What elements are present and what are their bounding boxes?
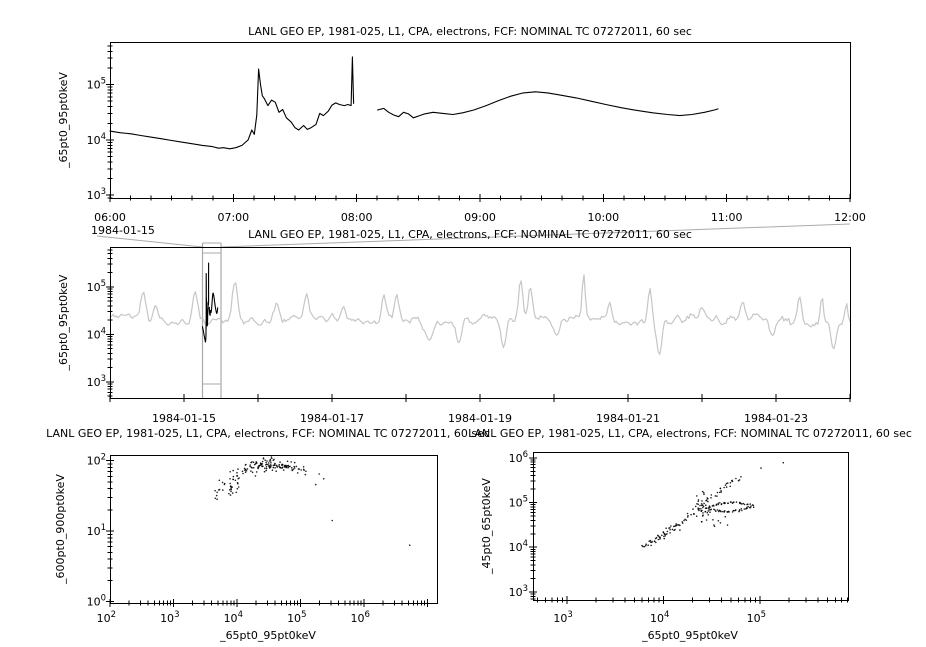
x-tick-label: 1984-01-15 — [152, 412, 216, 425]
x-tick-label: 12:00 — [834, 211, 866, 224]
x-tick-label: 1984-01-19 — [448, 412, 512, 425]
y-tick-label: $10^0$ — [86, 593, 106, 609]
x-tick-label: 06:00 — [94, 211, 126, 224]
x-tick-label: $10^3$ — [160, 610, 180, 625]
y-tick-label: $10^5$ — [86, 76, 106, 92]
x-tick-label: 1984-01-17 — [300, 412, 364, 425]
panel-title: LANL GEO EP, 1981-025, L1, CPA, electrons, FCF: NOMINAL TC 07272011, 60 sec — [46, 427, 490, 440]
x-tick-label: $10^3$ — [553, 610, 573, 625]
top-plot-area[interactable] — [110, 42, 850, 198]
context-date-label: 1984-01-15 — [91, 224, 155, 237]
panel-scatter-45-65 — [468, 427, 912, 642]
y-tick-label: $10^4$ — [86, 326, 106, 342]
x-tick-label: 08:00 — [340, 211, 373, 224]
panel-title: LANL GEO EP, 1981-025, L1, CPA, electrons, FCF: NOMINAL TC 07272011, 60 sec — [248, 25, 692, 38]
panel-scatter-600-900 — [46, 427, 490, 642]
x-tick-label: $10^2$ — [96, 610, 116, 625]
x-tick-label: 1984-01-23 — [744, 412, 808, 425]
x-axis-label: _65pt0_95pt0keV — [220, 629, 316, 642]
y-tick-label: $10^3$ — [86, 373, 106, 389]
x-tick-label: $10^4$ — [223, 610, 243, 625]
panel-title: LANL GEO EP, 1981-025, L1, CPA, electrons, FCF: NOMINAL TC 07272011, 60 sec — [468, 427, 912, 440]
x-tick-label: $10^4$ — [650, 610, 670, 625]
y-tick-label: $10^2$ — [86, 452, 106, 468]
y-tick-label: $10^6$ — [508, 449, 528, 465]
scatter1-plot-area[interactable] — [110, 455, 437, 603]
x-tick-label: 07:00 — [217, 211, 250, 224]
panel-top-timeseries — [57, 25, 866, 237]
x-tick-label: $10^6$ — [350, 610, 370, 625]
x-axis-label: _65pt0_95pt0keV — [642, 629, 738, 642]
y-axis-label: _65pt0_95pt0keV — [57, 72, 70, 168]
overview-plot-area[interactable] — [110, 247, 850, 398]
x-tick-label: 09:00 — [464, 211, 496, 224]
y-tick-label: $10^3$ — [86, 187, 106, 203]
y-axis-label: _65pt0_95pt0keV — [57, 274, 70, 371]
connector-line-left — [97, 236, 203, 247]
scatter2-plot-area[interactable] — [533, 452, 848, 600]
panel-overview-timeseries — [57, 228, 851, 425]
y-axis-label: _600pt0_900pt0keV — [54, 474, 67, 584]
y-tick-label: $10^4$ — [508, 539, 528, 555]
y-axis-label: _45pt0_65pt0keV — [480, 478, 493, 574]
x-tick-label: $10^5$ — [287, 610, 307, 625]
x-tick-label: 1984-01-21 — [596, 412, 660, 425]
x-tick-label: 10:00 — [587, 211, 620, 224]
y-tick-label: $10^3$ — [508, 583, 528, 599]
x-tick-label: $10^5$ — [746, 610, 767, 625]
y-tick-label: $10^4$ — [86, 131, 106, 147]
panel-title: LANL GEO EP, 1981-025, L1, CPA, electrons, FCF: NOMINAL TC 07272011, 60 sec — [248, 228, 692, 241]
x-tick-label: 11:00 — [710, 211, 743, 224]
y-tick-label: $10^5$ — [86, 278, 106, 294]
y-tick-label: $10^5$ — [508, 494, 528, 510]
y-tick-label: $10^1$ — [86, 523, 106, 539]
